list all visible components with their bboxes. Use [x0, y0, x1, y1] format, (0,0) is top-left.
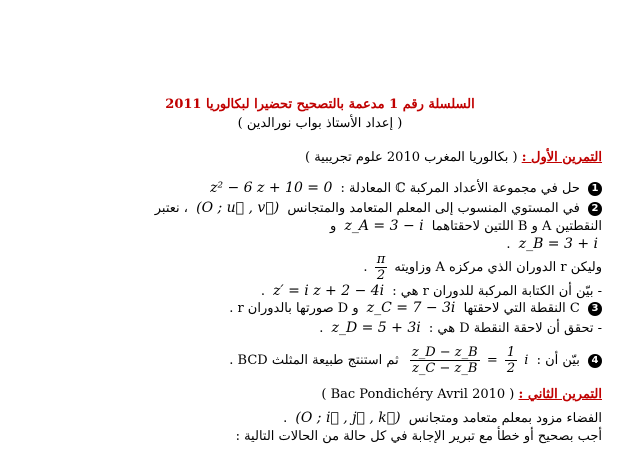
- exercise2-heading: التمرين الثاني :: [518, 387, 602, 402]
- exercise2-line1: [50, 410, 602, 427]
- item-number-badge: 3: [588, 302, 602, 316]
- punctuation: .: [506, 237, 511, 252]
- punctuation: .: [363, 260, 368, 275]
- item-text: - بيّن أن الكتابة المركبة للدوران r هي :: [392, 284, 602, 299]
- exercise1-points-line: [50, 218, 602, 235]
- exercise1-item3: [50, 300, 602, 317]
- affix-b: z_B = 3 + i: [518, 236, 598, 252]
- exercise1-item2: [50, 200, 602, 217]
- exercise2-line2: أجب بصحيح أو خطأ مع تبرير الإجابة في كل حالة من الحالات التالية :: [235, 429, 602, 444]
- item-text-after: ثم استنتج طبيعة المثلث BCD .: [229, 353, 399, 368]
- exercise2-heading-line: [50, 387, 602, 403]
- equals-sign: =: [486, 353, 498, 368]
- conjunction: و: [330, 219, 337, 234]
- ratio-equation: [403, 345, 533, 377]
- item-text: حل في مجموعة الأعداد المركبة ℂ المعادلة :: [340, 181, 580, 196]
- item-text-after: و D صورتها بالدوران r .: [229, 301, 359, 316]
- exercise1-item4: [50, 345, 602, 377]
- affix-c: z_C = 7 − 3i: [366, 300, 456, 316]
- fraction-numerator: 1: [506, 345, 516, 360]
- frame-notation: (O ; u⃗ , v⃗): [196, 200, 280, 216]
- exercise1-rotation-formula: [50, 283, 602, 300]
- punctuation: .: [260, 284, 265, 299]
- equation: z² − 6 z + 10 = 0: [210, 180, 333, 196]
- space-frame-notation: (O ; i⃗ , j⃗ , k⃗): [295, 410, 401, 426]
- fraction-pi-over-2: [372, 252, 391, 283]
- punctuation: .: [283, 411, 288, 426]
- exercise2-source: ( Bac Pondichéry Avril 2010 ): [321, 387, 515, 402]
- fraction-numerator: z_D − z_B: [411, 345, 478, 360]
- affix-d: z_D = 5 + 3i: [331, 320, 421, 336]
- fraction-numerator: π: [376, 252, 386, 267]
- fraction-denominator: z_C − z_B: [412, 361, 478, 376]
- affix-a: z_A = 3 − i: [344, 218, 424, 234]
- item-text: بيّن أن :: [536, 353, 580, 368]
- item-number-badge: 4: [588, 354, 602, 368]
- exercise1-heading: التمرين الأول :: [521, 150, 602, 165]
- item-text: - تحقق أن لاحقة النقطة D هي :: [428, 321, 602, 336]
- exercise1-item1: [50, 180, 602, 197]
- ratio-fraction: [407, 345, 483, 376]
- exercise1-rotation-line: [50, 252, 602, 283]
- item-text: C النقطة التي لاحقتها: [463, 301, 580, 316]
- exercise1-verify-line: [50, 320, 602, 337]
- punctuation: .: [319, 321, 324, 336]
- imaginary-unit: i: [524, 353, 529, 368]
- item-number-badge: 1: [588, 182, 602, 196]
- exercise1-source: ( بكالوريا المغرب 2010 علوم تجريبية ): [304, 150, 518, 165]
- exercise1-points-line2: [50, 236, 602, 253]
- item-text: في المستوي المنسوب إلى المعلم المتعامد والمتجانس: [287, 201, 580, 216]
- half-fraction: [502, 345, 520, 376]
- fraction-denominator: 2: [506, 361, 516, 376]
- item-text: وليكن r الدوران الذي مركزه A وزاويته: [394, 260, 602, 275]
- item-text: الفضاء مزود بمعلم متعامد ومتجانس: [408, 411, 602, 426]
- document-title: السلسلة رقم 1 مدعمة بالتصحيح تحضيرا لبكالوريا 2011: [165, 97, 475, 112]
- fraction-denominator: 2: [376, 268, 386, 283]
- rotation-formula: z′ = i z + 2 − 4i: [273, 283, 385, 299]
- item-text: النقطتين A و B اللتين لاحقتاهما: [431, 219, 602, 234]
- exercise1-heading-line: [50, 150, 602, 166]
- author-line: ( إعداد الأستاذ بواب نورالدين ): [237, 116, 403, 131]
- item-text-after: ، نعتبر: [154, 201, 188, 216]
- item-number-badge: 2: [588, 202, 602, 216]
